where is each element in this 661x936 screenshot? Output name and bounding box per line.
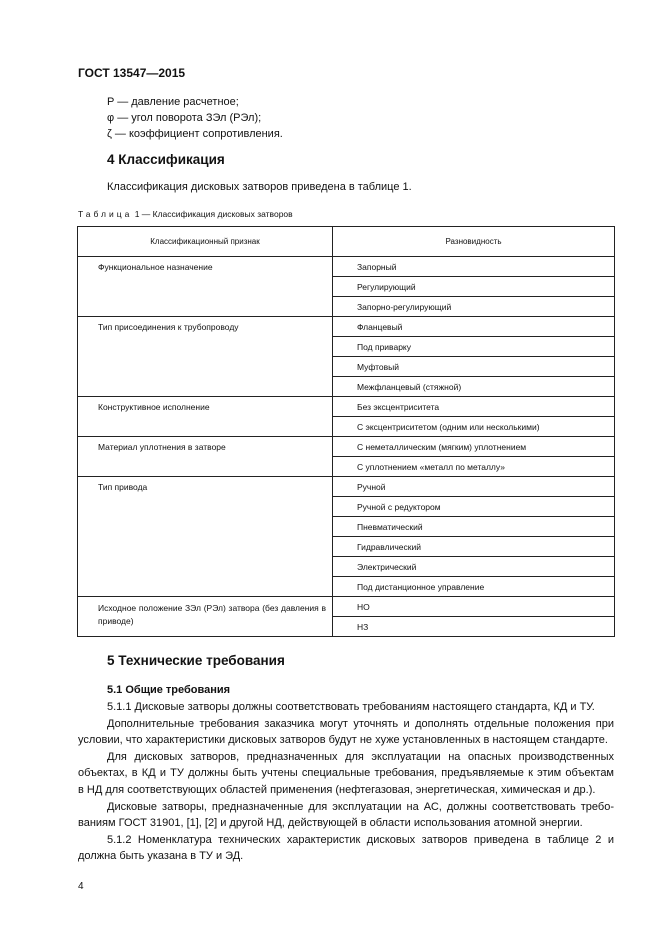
kind-cell: Гидравлический bbox=[333, 537, 615, 557]
feature-cell: Исходное положение ЗЭл (РЭл) затвора (без давления в приводе) bbox=[78, 597, 333, 637]
variable-definition: φ — угол поворота ЗЭл (РЭл); bbox=[107, 112, 262, 124]
paragraph-line: должна быть указана в ТУ и ЭД. bbox=[78, 850, 244, 863]
kind-cell: Регулирующий bbox=[333, 277, 615, 297]
kind-cell: Ручной с редуктором bbox=[333, 497, 615, 517]
table-row bbox=[78, 257, 615, 277]
table-row bbox=[78, 597, 615, 617]
kind-cell: Под дистанционное управление bbox=[333, 577, 615, 597]
table-row bbox=[78, 397, 615, 417]
kind-cell: С уплотнением «металл по металлу» bbox=[333, 457, 615, 477]
feature-cell: Тип присоединения к трубопроводу bbox=[78, 317, 333, 397]
feature-cell: Функциональное назначение bbox=[78, 257, 333, 317]
kind-cell: Ручной bbox=[333, 477, 615, 497]
kind-cell: НЗ bbox=[333, 617, 615, 637]
kind-cell: Запорный bbox=[333, 257, 615, 277]
caption-text: 1 — Классификация дисковых затворов bbox=[132, 209, 293, 219]
paragraph-line: Для дисковых затворов, предназначенных для эксплуатации на опасных производственных bbox=[107, 750, 614, 763]
section-4-title: 4 Классификация bbox=[107, 152, 225, 167]
kind-cell: Муфтовый bbox=[333, 357, 615, 377]
column-header: Разновидность bbox=[333, 227, 615, 257]
column-header: Классификационный признак bbox=[78, 227, 333, 257]
kind-cell: НО bbox=[333, 597, 615, 617]
kind-cell: Фланцевый bbox=[333, 317, 615, 337]
paragraph-line: условии, что характеристики дисковых затворов будут не хуже установленных в настоящем стандарте. bbox=[78, 734, 608, 747]
table-row bbox=[78, 477, 615, 497]
table-row bbox=[78, 317, 615, 337]
kind-cell: С неметаллическим (мягким) уплотнением bbox=[333, 437, 615, 457]
paragraph-line: Дополнительные требования заказчика могут уточнять и дополнять отдельные положения при bbox=[107, 717, 614, 730]
kind-cell: Под приварку bbox=[333, 337, 615, 357]
paragraph-line: ваниям ГОСТ 31901, [1], [2] и другой НД, действующей в области использования атомной энергии. bbox=[78, 817, 583, 830]
feature-cell: Материал уплотнения в затворе bbox=[78, 437, 333, 477]
kind-cell: Пневматический bbox=[333, 517, 615, 537]
variable-definition: ζ — коэффициент сопротивления. bbox=[107, 128, 283, 140]
paragraph-line: объектах, в КД и ТУ должны быть учтены специальные требования, предъявляемые к этим объектам bbox=[78, 767, 614, 780]
paragraph-line: 5.1.1 Дисковые затворы должны соответствовать требованиям настоящего стандарта, КД и ТУ. bbox=[107, 701, 595, 713]
paragraph-line: 5.1.2 Номенклатура технических характеристик дисковых затворов приведена в таблице 2 и bbox=[107, 833, 614, 846]
feature-cell: Тип привода bbox=[78, 477, 333, 597]
table-row bbox=[78, 437, 615, 457]
variable-definition: P — давление расчетное; bbox=[107, 96, 239, 108]
section-5-title: 5 Технические требования bbox=[107, 653, 285, 668]
paragraph-line: Дисковые затворы, предназначенные для эксплуатации на АС, должны соответствовать требо- bbox=[107, 800, 614, 813]
section-4-text: Классификация дисковых затворов приведена в таблице 1. bbox=[107, 181, 412, 193]
table-caption bbox=[78, 209, 293, 219]
document-header: ГОСТ 13547—2015 bbox=[78, 66, 186, 80]
classification-table bbox=[77, 226, 615, 637]
kind-cell: Запорно-регулирующий bbox=[333, 297, 615, 317]
kind-cell: Без эксцентриситета bbox=[333, 397, 615, 417]
subsection-title: 5.1 Общие требования bbox=[107, 684, 231, 696]
kind-cell: Электрический bbox=[333, 557, 615, 577]
kind-cell: Межфланцевый (стяжной) bbox=[333, 377, 615, 397]
page-number: 4 bbox=[78, 881, 84, 892]
kind-cell: С эксцентриситетом (одним или несколькими) bbox=[333, 417, 615, 437]
feature-cell: Конструктивное исполнение bbox=[78, 397, 333, 437]
paragraph-line: в НД для соответствующих областей применения (нефтегазовая, энергетическая, химическая и др.). bbox=[78, 784, 596, 796]
caption-word: Таблица bbox=[78, 209, 133, 219]
